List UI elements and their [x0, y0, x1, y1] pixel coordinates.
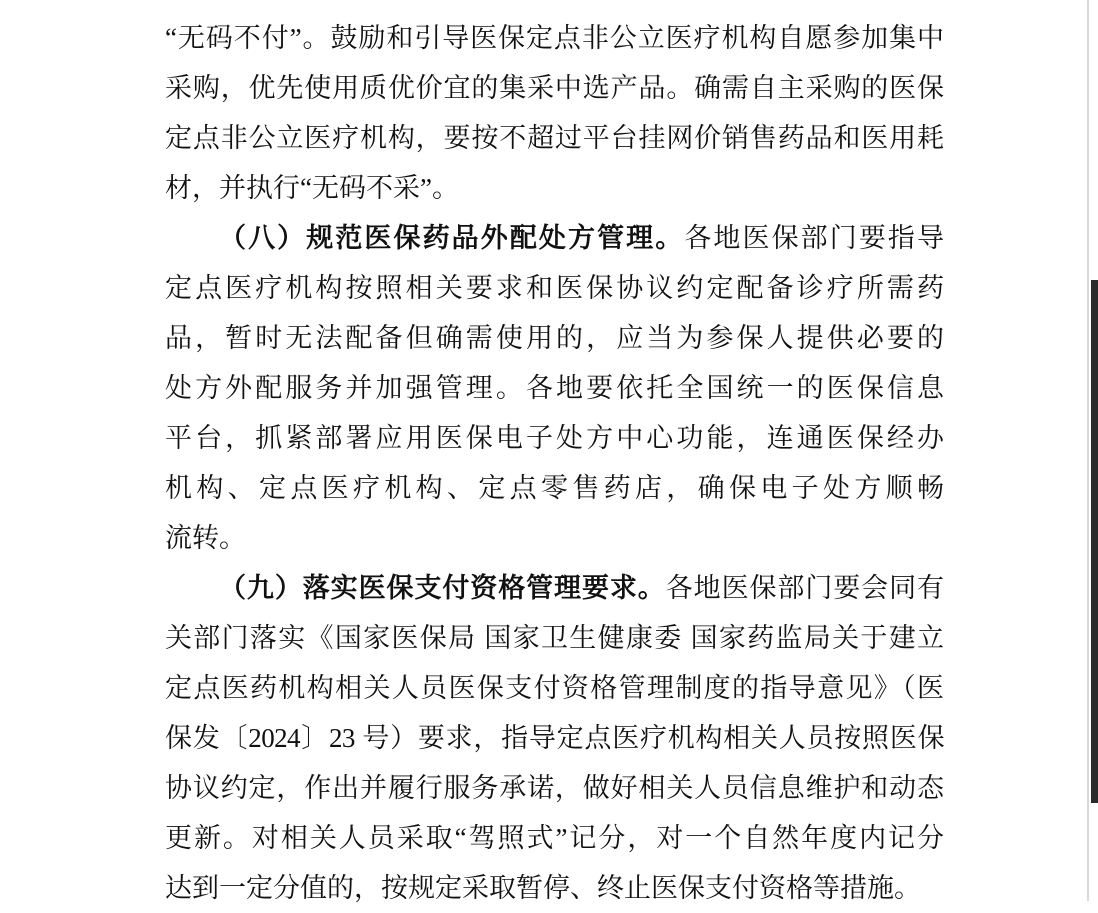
- scrollbar-track[interactable]: [1087, 0, 1089, 901]
- document-text-column: [165, 13, 944, 913]
- text-line: 机构、定点医疗机构、定点零售药店，确保电子处方顺畅: [165, 473, 944, 503]
- section-heading: （九）落实医保支付资格管理要求。: [219, 573, 666, 603]
- section-lead-text: 各地医保部门要会同有: [665, 573, 944, 603]
- text-line: 材，并执行“无码不采”。: [165, 173, 459, 203]
- text-line: 品，暂时无法配备但确需使用的，应当为参保人提供必要的: [165, 323, 944, 353]
- text-line: 更新。对相关人员采取“驾照式”记分，对一个自然年度内记分: [165, 823, 944, 853]
- text-line: 采购，优先使用质优价宜的集采中选产品。确需自主采购的医保: [165, 73, 944, 103]
- text-line: 处方外配服务并加强管理。各地要依托全国统一的医保信息: [165, 373, 944, 403]
- text-line: [165, 213, 944, 263]
- text-line: 关部门落实《国家医保局 国家卫生健康委 国家药监局关于建立: [165, 623, 944, 653]
- text-line: 定点医疗机构按照相关要求和医保协议约定配备诊疗所需药: [165, 273, 944, 303]
- section-heading: （八）规范医保药品外配处方管理。: [219, 223, 685, 253]
- section-lead-text: 各地医保部门要指导: [684, 223, 944, 253]
- text-line: 定点医药机构相关人员医保支付资格管理制度的指导意见》（医: [165, 673, 944, 703]
- text-line: 协议约定，作出并履行服务承诺，做好相关人员信息维护和动态: [165, 773, 944, 803]
- text-line: 达到一定分值的，按规定采取暂停、终止医保支付资格等措施。: [165, 873, 921, 903]
- text-line: “无码不付”。鼓励和引导医保定点非公立医疗机构自愿参加集中: [165, 23, 944, 53]
- text-line: 流转。: [165, 523, 246, 553]
- text-line: 定点非公立医疗机构，要按不超过平台挂网价销售药品和医用耗: [165, 123, 944, 153]
- text-line: 平台，抓紧部署应用医保电子处方中心功能，连通医保经办: [165, 423, 944, 453]
- text-line: 保发〔2024〕23 号）要求，指导定点医疗机构相关人员按照医保: [165, 723, 944, 753]
- scrollbar[interactable]: [1086, 0, 1098, 901]
- text-line: [165, 563, 944, 613]
- scrollbar-thumb[interactable]: [1091, 280, 1098, 803]
